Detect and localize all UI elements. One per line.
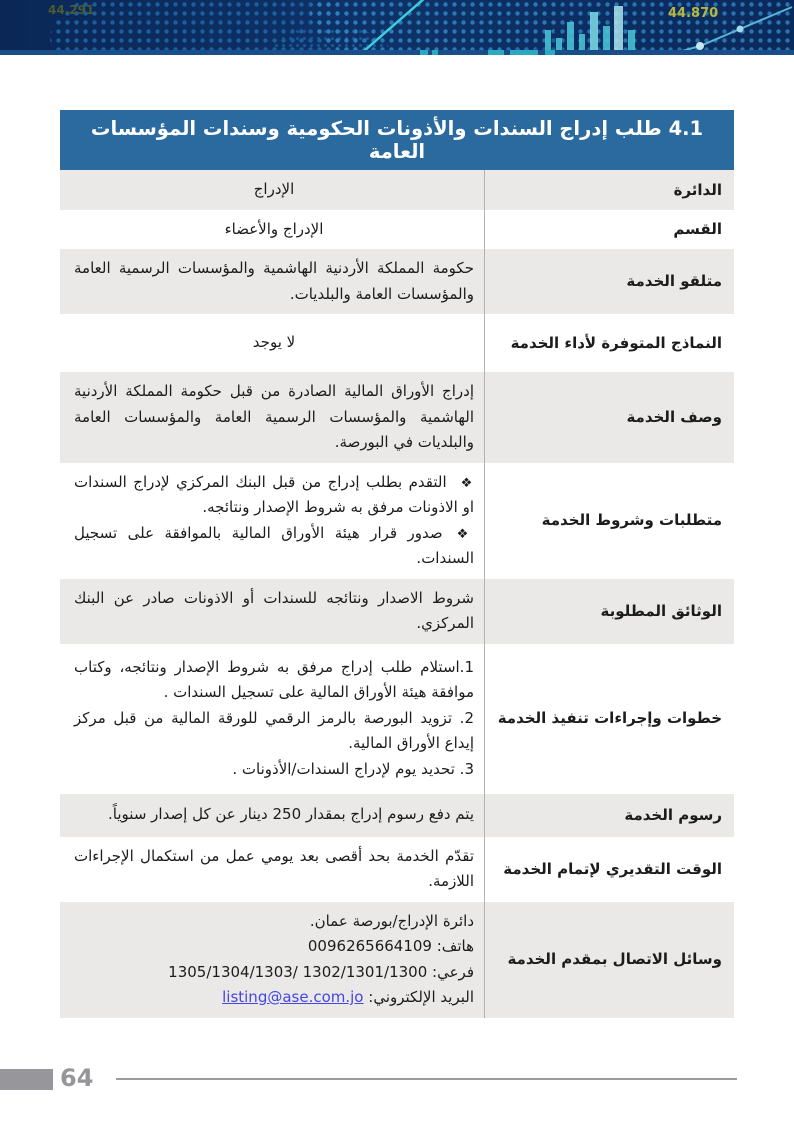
step-item: 2. تزويد البورصة بالرمز الرقمي للورقة المالية من قبل مركز إيداع الأوراق المالية.	[74, 708, 474, 753]
row-value: تقدّم الخدمة بحد أقصى بعد يومي عمل من استكمال الإجراءات اللازمة.	[60, 837, 485, 902]
ticker-value-left: 44.291	[48, 3, 95, 17]
row-value: الإدراج والأعضاء	[60, 210, 485, 250]
diamond-bullet-icon: ❖	[460, 475, 474, 491]
row-label: متطلبات وشروط الخدمة	[541, 511, 722, 530]
row-value: حكومة المملكة الأردنية الهاشمية والمؤسسات الرسمية العامة والمؤسسات العامة والبلديات.	[60, 249, 485, 314]
row-label: متلقو الخدمة	[626, 272, 722, 291]
step-item: 3. تحديد يوم لإدراج السندات/الأذونات .	[232, 759, 474, 778]
banner-graphic	[0, 0, 794, 55]
row-label: الوقت التقديري لإتمام الخدمة	[503, 859, 722, 878]
row-label: القسم	[673, 220, 722, 238]
table-row-description	[60, 372, 734, 463]
header-banner	[0, 0, 794, 55]
row-label: النماذج المتوفرة لأداء الخدمة	[510, 333, 722, 352]
bullet-item: ❖صدور قرار هيئة الأوراق المالية بالموافقة على تسجيل السندات.	[74, 523, 474, 567]
footer-accent-block	[0, 1069, 53, 1090]
ticker-value-right: 44.870	[668, 6, 719, 21]
row-label: الوثائق المطلوبة	[600, 601, 722, 620]
row-label: خطوات وإجراءات تنفيذ الخدمة	[497, 709, 722, 728]
table-row-documents	[60, 579, 734, 644]
table-row-requirements	[60, 463, 734, 579]
contact-extensions: فرعي: 1305/1304/1303/ 1302/1301/1300	[74, 960, 474, 986]
row-value: إدراج الأوراق المالية الصادرة من قبل حكومة المملكة الأردنية الهاشمية والمؤسسات الرسمية العامة والمؤسسات العامة والبلديات في البورصة.	[60, 372, 485, 463]
row-label: رسوم الخدمة	[624, 805, 722, 824]
row-value	[60, 644, 485, 794]
table-row-steps	[60, 644, 734, 794]
table-row-contact	[60, 902, 734, 1018]
extension-numbers: 1305/1304/1303/ 1302/1301/1300	[168, 962, 428, 981]
row-label: وسائل الاتصال بمقدم الخدمة	[507, 950, 722, 969]
row-value	[60, 902, 485, 1018]
row-value	[60, 463, 485, 579]
table-row-section	[60, 210, 734, 250]
table-row-forms	[60, 314, 734, 372]
bullet-item: ❖التقدم بطلب إدراج من قبل البنك المركزي لإدراج السندات او الاذونات مرفق به شروط الإصدار ونتائجه.	[74, 472, 474, 516]
footer-rule	[116, 1078, 737, 1080]
row-label: وصف الخدمة	[626, 408, 722, 426]
contact-office: دائرة الإدراج/بورصة عمان.	[309, 911, 474, 930]
section-title	[60, 110, 734, 170]
row-value: الإدراج	[60, 170, 485, 210]
row-value: لا يوجد	[60, 314, 485, 372]
table-row-duration	[60, 837, 734, 902]
service-table	[60, 110, 734, 1018]
section-title-text: 4.1 طلب إدراج السندات والأذونات الحكومية وسندات المؤسسات العامة	[90, 117, 704, 163]
step-item: 1.استلام طلب إدراج مرفق به شروط الإصدار ونتائجه، وكتاب موافقة هيئة الأوراق المالية على تسجيل السندات .	[74, 657, 474, 702]
email-link[interactable]: listing@ase.com.jo	[222, 988, 364, 1006]
contact-phone: هاتف: 0096265664109	[74, 934, 474, 960]
diamond-bullet-icon: ❖	[456, 526, 474, 542]
banner-bottom-strip	[0, 50, 794, 55]
table-row-fees	[60, 794, 734, 837]
table-row-department	[60, 170, 734, 210]
phone-number: 0096265664109	[307, 937, 432, 955]
table-row-recipients	[60, 249, 734, 314]
contact-email: البريد الإلكتروني: listing@ase.com.jo	[74, 985, 474, 1011]
page-number: 64	[60, 1064, 94, 1092]
row-label: الدائرة	[673, 180, 722, 199]
row-value: يتم دفع رسوم إدراج بمقدار 250 دينار عن كل إصدار سنوياً.	[60, 794, 485, 837]
row-value: شروط الاصدار ونتائجه للسندات أو الاذونات صادر عن البنك المركزي.	[60, 579, 485, 644]
